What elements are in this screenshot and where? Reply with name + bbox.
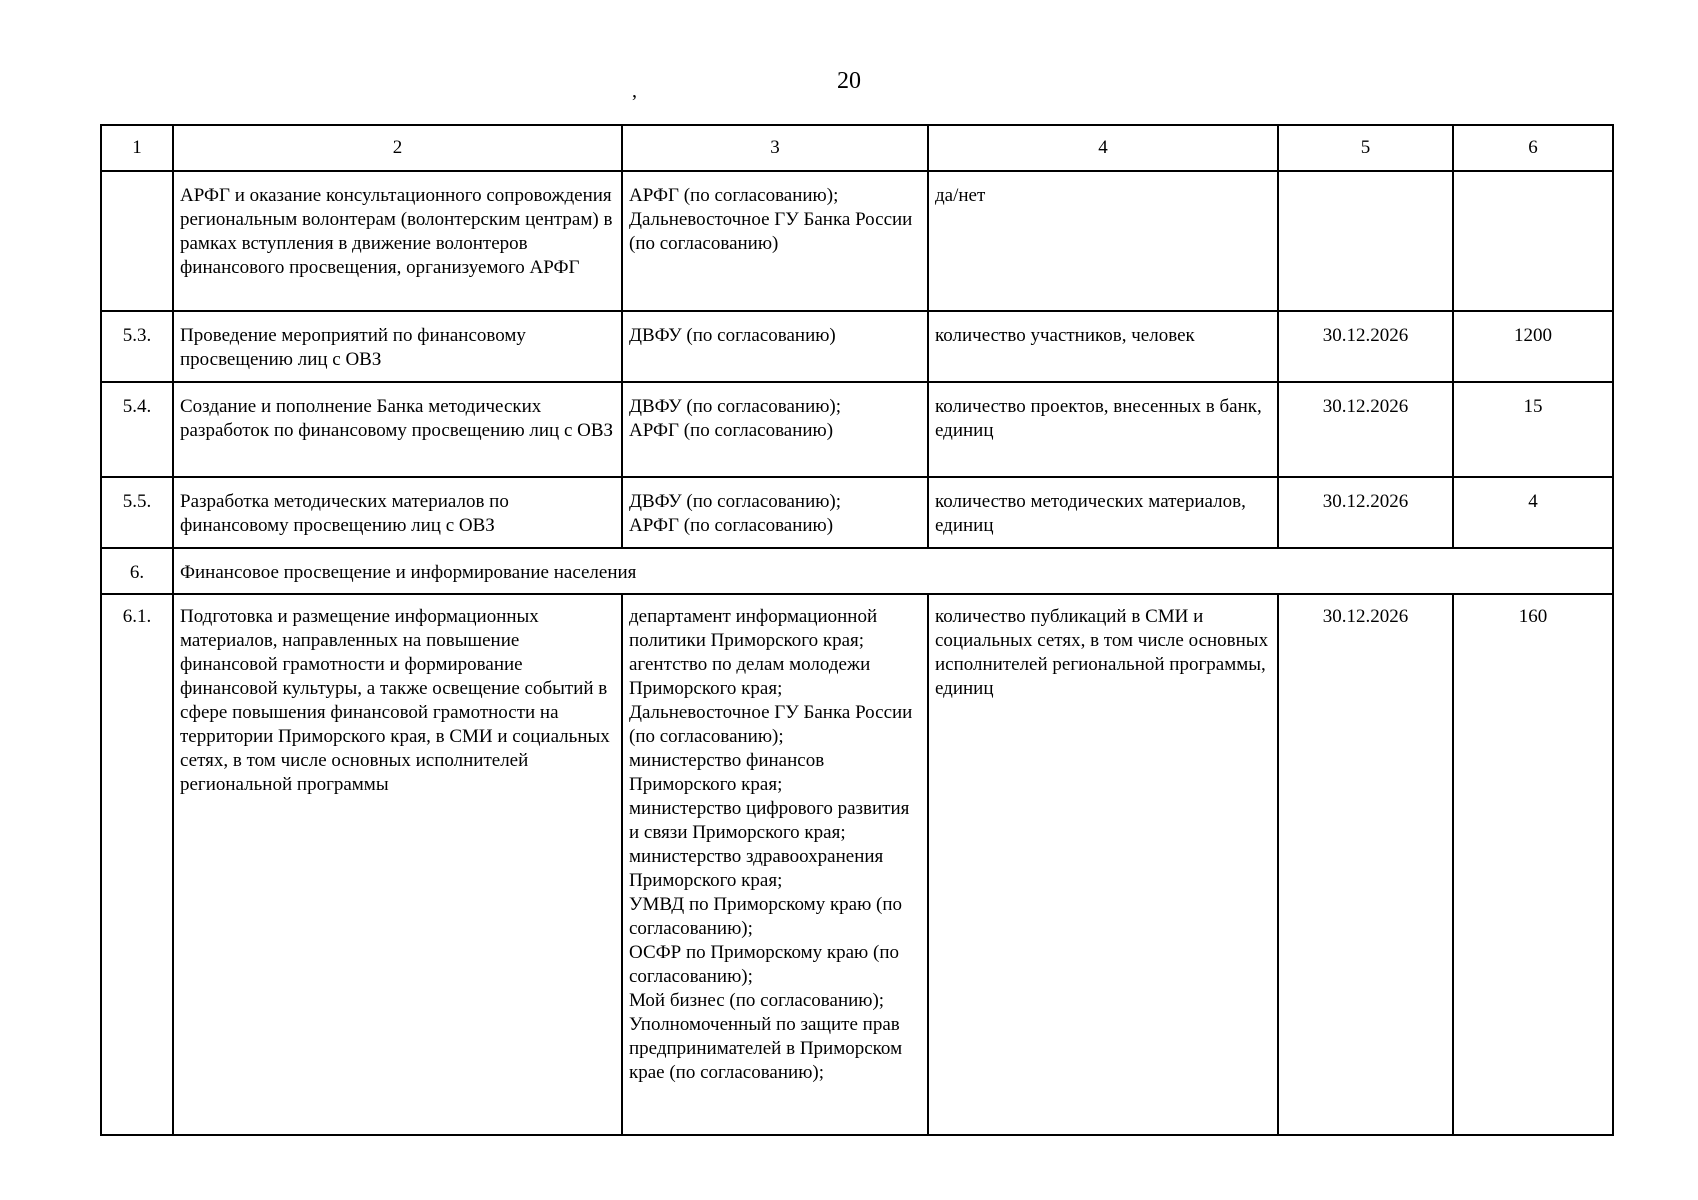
executor-line: министерство финансов Приморского края;	[629, 750, 825, 795]
row-number: 6.1.	[101, 594, 173, 1135]
row-number: 5.3.	[101, 311, 173, 382]
header-cell: 4	[928, 125, 1278, 171]
table-row	[101, 594, 1613, 1135]
executor-line: Мой бизнес (по согласованию);	[629, 990, 885, 1011]
executors-cell	[622, 171, 928, 311]
activity-cell: Разработка методических материалов по финансовому просвещению лиц с ОВЗ	[173, 477, 622, 548]
value-cell: 160	[1453, 594, 1613, 1135]
row-number: 5.5.	[101, 477, 173, 548]
stray-mark: ,	[632, 80, 637, 102]
section-title: Финансовое просвещение и информирование населения	[173, 548, 1613, 594]
indicator-cell: количество публикаций в СМИ и социальных сетях, в том числе основных исполнителей региональной программы, единиц	[928, 594, 1278, 1135]
value-cell: 15	[1453, 382, 1613, 477]
deadline-cell: 30.12.2026	[1278, 594, 1453, 1135]
page-number: 20	[837, 68, 861, 94]
indicator-cell: количество методических материалов, единиц	[928, 477, 1278, 548]
activity-cell: Создание и пополнение Банка методических разработок по финансовому просвещению лиц с ОВЗ	[173, 382, 622, 477]
section-row	[101, 548, 1613, 594]
deadline-cell	[1278, 171, 1453, 311]
header-row	[101, 125, 1613, 171]
table-row	[101, 382, 1613, 477]
executor-line: министерство здравоохранения Приморского края;	[629, 846, 884, 891]
table-row	[101, 477, 1613, 548]
table-row	[101, 171, 1613, 311]
header-cell: 6	[1453, 125, 1613, 171]
table-row	[101, 311, 1613, 382]
executors-cell	[622, 382, 928, 477]
deadline-cell: 30.12.2026	[1278, 477, 1453, 548]
indicator-cell: количество участников, человек	[928, 311, 1278, 382]
indicator-cell: количество проектов, внесенных в банк, единиц	[928, 382, 1278, 477]
executor-line: Уполномоченный по защите прав предпринимателей в Приморском крае (по согласованию);	[629, 1014, 903, 1083]
value-cell: 4	[1453, 477, 1613, 548]
executor-line: министерство цифрового развития и связи Приморского края;	[629, 798, 910, 843]
executor-line: АРФГ (по согласованию)	[629, 420, 834, 441]
executor-line: ДВФУ (по согласованию);	[629, 396, 842, 417]
executor-line: АРФГ (по согласованию);	[629, 185, 839, 206]
deadline-cell: 30.12.2026	[1278, 382, 1453, 477]
executors-cell	[622, 477, 928, 548]
activity-cell: Подготовка и размещение информационных материалов, направленных на повышение финансовой грамотности и формирование финансовой культуры, а также освещение событий в сфере повышения финансовой грамотности на территории Приморского края, в СМИ и социальных сетях, в том числе основных исполнителей региональной программы	[173, 594, 622, 1135]
value-cell	[1453, 171, 1613, 311]
executor-line: Дальневосточное ГУ Банка России (по согласованию)	[629, 209, 913, 254]
header-cell: 3	[622, 125, 928, 171]
activity-cell: АРФГ и оказание консультационного сопровождения региональным волонтерам (волонтерским центрам) в рамках вступления в движение волонтеров финансового просвещения, организуемого АРФГ	[173, 171, 622, 311]
executor-line: АРФГ (по согласованию)	[629, 515, 834, 536]
header-cell: 5	[1278, 125, 1453, 171]
executor-line: ДВФУ (по согласованию);	[629, 491, 842, 512]
header-cell: 2	[173, 125, 622, 171]
row-number: 6.	[101, 548, 173, 594]
executors-cell	[622, 594, 928, 1135]
activities-table	[100, 124, 1614, 1136]
executors-cell	[622, 311, 928, 382]
value-cell: 1200	[1453, 311, 1613, 382]
deadline-cell: 30.12.2026	[1278, 311, 1453, 382]
indicator-cell: да/нет	[928, 171, 1278, 311]
executor-line: агентство по делам молодежи Приморского края;	[629, 654, 871, 699]
executor-line: Дальневосточное ГУ Банка России (по согласованию);	[629, 702, 913, 747]
row-number	[101, 171, 173, 311]
executor-line: ОСФР по Приморскому краю (по согласованию);	[629, 942, 899, 987]
header-cell: 1	[101, 125, 173, 171]
executor-line: УМВД по Приморскому краю (по согласованию);	[629, 894, 903, 939]
executor-line: ДВФУ (по согласованию)	[629, 325, 836, 346]
row-number: 5.4.	[101, 382, 173, 477]
executor-line: департамент информационной политики Приморского края;	[629, 606, 878, 651]
activity-cell: Проведение мероприятий по финансовому просвещению лиц с ОВЗ	[173, 311, 622, 382]
